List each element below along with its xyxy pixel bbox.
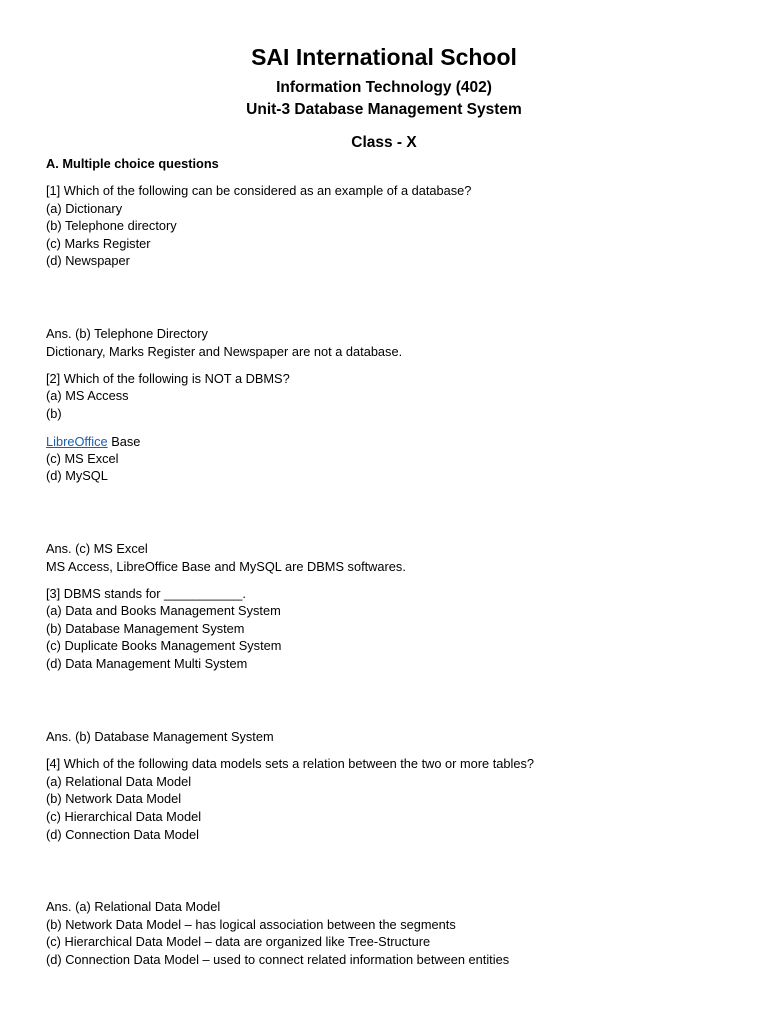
school-title: SAI International School <box>251 44 517 70</box>
q1-option-c: (c) Marks Register <box>46 236 151 251</box>
q4-explanation-b: (b) Network Data Model – has logical association between the segments <box>46 917 456 932</box>
q2-answer: Ans. (c) MS Excel <box>46 541 148 556</box>
question-4: [4] Which of the following data models sets a relation between the two or more tables? <box>46 756 534 771</box>
q4-option-a: (a) Relational Data Model <box>46 774 192 789</box>
question-2: [2] Which of the following is NOT a DBMS? <box>46 371 290 386</box>
q2-option-b-text <box>46 433 140 450</box>
unit-title: Unit-3 Database Management System <box>246 101 522 118</box>
q1-option-b: (b) Telephone directory <box>46 218 177 233</box>
q3-option-d: (d) Data Management Multi System <box>46 656 248 671</box>
section-heading: A. Multiple choice questions <box>46 156 219 171</box>
q4-option-d: (d) Connection Data Model <box>46 827 199 842</box>
question-3: [3] DBMS stands for ___________. <box>46 586 246 601</box>
q3-option-a: (a) Data and Books Management System <box>46 603 281 618</box>
q2-explanation: MS Access, LibreOffice Base and MySQL are DBMS softwares. <box>46 559 406 574</box>
q1-option-d: (d) Newspaper <box>46 253 130 268</box>
q3-option-c: (c) Duplicate Books Management System <box>46 638 282 653</box>
q2-option-a: (a) MS Access <box>46 388 129 403</box>
q3-answer: Ans. (b) Database Management System <box>46 729 274 744</box>
class-title: Class - X <box>351 134 417 151</box>
libreoffice-link[interactable]: LibreOffice <box>46 434 108 449</box>
q2-option-b-suffix: Base <box>107 434 141 449</box>
q1-answer: Ans. (b) Telephone Directory <box>46 326 208 341</box>
q2-option-b: (b) <box>46 406 62 421</box>
q4-explanation-c: (c) Hierarchical Data Model – data are organized like Tree-Structure <box>46 934 431 949</box>
q4-option-c: (c) Hierarchical Data Model <box>46 809 202 824</box>
q2-option-d: (d) MySQL <box>46 468 108 483</box>
q4-option-b: (b) Network Data Model <box>46 791 182 806</box>
q4-answer: Ans. (a) Relational Data Model <box>46 899 221 914</box>
q3-option-b: (b) Database Management System <box>46 621 245 636</box>
q1-explanation: Dictionary, Marks Register and Newspaper are not a database. <box>46 344 403 359</box>
q1-option-a: (a) Dictionary <box>46 201 123 216</box>
q2-option-c: (c) MS Excel <box>46 451 119 466</box>
subject-title: Information Technology (402) <box>276 79 492 96</box>
q4-explanation-d: (d) Connection Data Model – used to connect related information between entities <box>46 952 510 967</box>
question-1: [1] Which of the following can be considered as an example of a database? <box>46 183 472 198</box>
